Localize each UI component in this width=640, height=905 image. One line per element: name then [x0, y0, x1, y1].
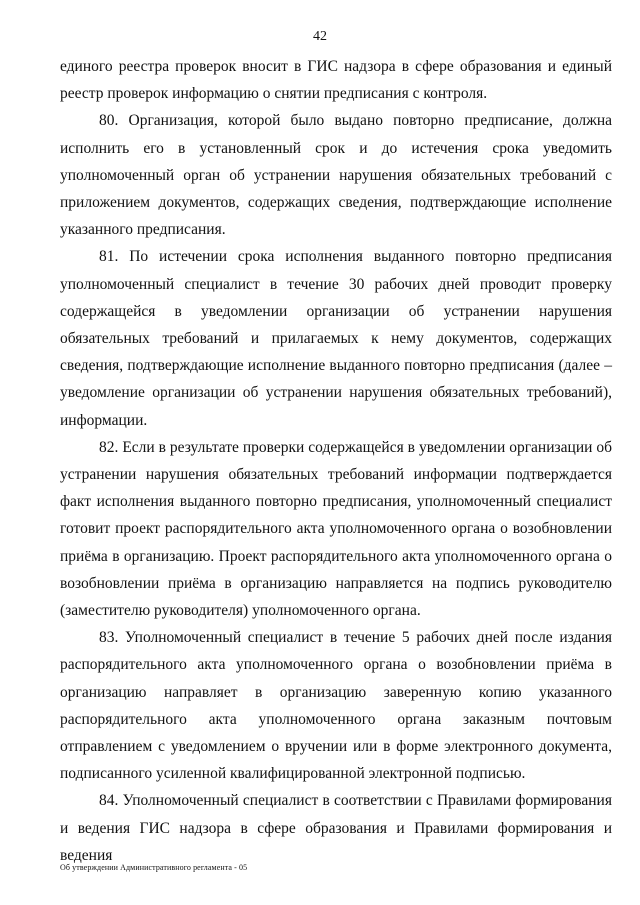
- footer-note: Об утверждении Административного регламента - 05: [60, 863, 248, 872]
- paragraph-82: 82. Если в результате проверки содержащейся в уведомлении организации об устранении нарушения обязательных требований информации подтверждается факт исполнения выданного повторно предписания, уполномоченный специалист готовит проект распорядительного акта уполномоченного органа о возобновлении приёма в организацию. Проект распорядительного акта уполномоченного органа о возобновлении приёма в организацию направляется на подпись руководителю (заместителю руководителя) уполномоченного органа.: [60, 438, 612, 620]
- paragraph-84: 84. Уполномоченный специалист в соответствии с Правилами формирования и ведения ГИС надзора в сфере образования и Правилами формирования и ведения: [60, 792, 612, 864]
- paragraph-80: 80. Организация, которой было выдано повторно предписание, должна исполнить его в установленный срок и до истечения срока уведомить уполномоченный орган об устранении нарушения обязательных требований с приложением документов, содержащих сведения, подтверждающие исполнение указанного предписания.: [60, 112, 612, 239]
- document-body: [60, 53, 612, 869]
- paragraph-continuation: единого реестра проверок вносит в ГИС надзора в сфере образования и единый реестр проверок информацию о снятии предписания с контроля.: [60, 58, 612, 103]
- page-number: 42: [313, 29, 327, 44]
- paragraph-81: 81. По истечении срока исполнения выданного повторно предписания уполномоченный специалист в течение 30 рабочих дней проводит проверку содержащейся в уведомлении организации об устранении нарушения обязательных требований и прилагаемых к нему документов, содержащих сведения, подтверждающие исполнение выданного повторно предписания (далее – уведомление организации об устранении нарушения обязательных требований), информации.: [60, 248, 612, 429]
- paragraph-83: 83. Уполномоченный специалист в течение 5 рабочих дней после издания распорядительного акта уполномоченного органа о возобновлении приёма в организацию направляет в организацию заверенную копию указанного распорядительного акта уполномоченного органа заказным почтовым отправлением с уведомлением о вручении или в форме электронного документа, подписанного усиленной квалифицированной электронной подписью.: [60, 629, 612, 783]
